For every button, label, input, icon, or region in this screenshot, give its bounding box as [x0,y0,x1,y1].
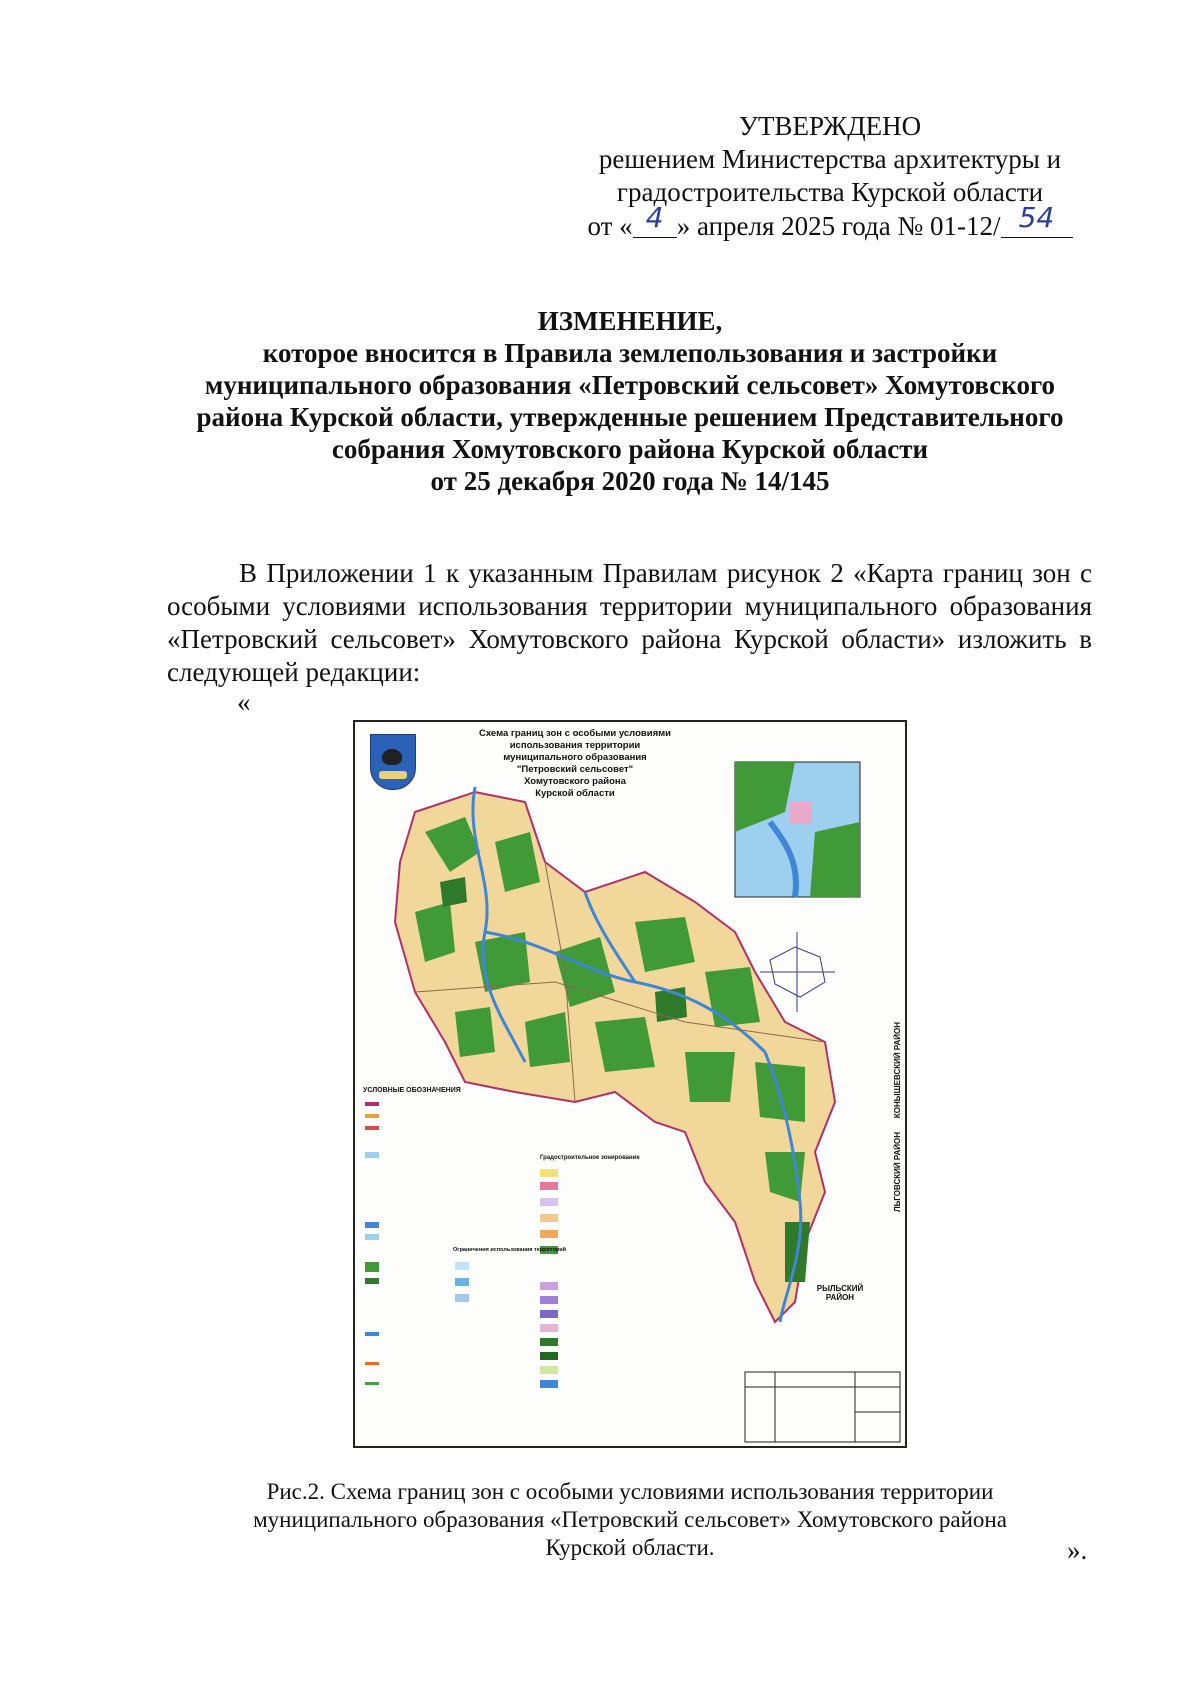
map-title-line: Курской области [535,788,615,799]
zoning-legend-title: Градостроительное зонирование [540,1155,640,1161]
coat-of-arms [370,734,416,790]
corner-label-rylsky: РЫЛЬСКИЙ РАЙОН [816,1284,864,1302]
approval-title: УТВЕРЖДЕНО [738,111,922,141]
heading-line: от 25 декабря 2020 года № 14/145 [430,466,830,496]
map-title-line: муниципального образования [503,752,647,763]
approval-number-handwritten: 54 [1018,201,1055,234]
document-heading [150,305,1110,497]
legend-swatches [365,1102,558,1388]
map-title [450,728,700,800]
approval-number-blank [1001,201,1073,238]
limits-legend-title: Ограничения использования территорий [453,1247,566,1253]
approval-date-prefix: от « [587,211,633,241]
heading-line: ИЗМЕНЕНИЕ, [537,306,723,336]
map-drawing [355,722,905,1446]
approval-line-1: решением Министерства архитектуры и [598,144,1062,174]
heading-line: которое вносится в Правила землепользования и застройки [262,338,998,368]
approval-block [540,110,1120,243]
caption-line: муниципального образования «Петровский сельсовет» Хомутовского района [253,1507,1007,1532]
map-title-line: Хомутовского района [524,776,626,787]
zoning-map-figure [353,720,907,1448]
title-block [745,1372,900,1442]
heading-line: района Курской области, утвержденные решением Представительного [196,402,1064,432]
map-title-line: использования территории [509,740,641,751]
map-title-line: "Петровский сельсовет" [516,764,634,775]
legend-title: УСЛОВНЫЕ ОБОЗНАЧЕНИЯ [363,1087,461,1094]
body-paragraph [167,557,1092,689]
caption-line: Курской области. [545,1535,715,1560]
approval-date-middle: » апреля 2025 года № 01-12/ [676,211,1001,241]
side-label-lgovsky: ЛЬГОВСКИЙ РАЙОН [893,1132,902,1213]
map-title-line: Схема границ зон с особыми условиями [479,728,671,739]
figure-caption [180,1478,1080,1562]
body-paragraph-text: В Приложении 1 к указанным Правилам рисунок 2 «Карта границ зон с особыми условиями использования территории муниципального образования «Петровский сельсовет» Хомутовского района Курской области» изложить в следующей редакции: [167,558,1092,687]
side-label-konyshevsky: КОНЫШЕВСКИЙ РАЙОН [893,1022,902,1119]
approval-day-blank [633,201,677,238]
approval-line-2: градостроительства Курской области [616,177,1044,207]
closing-quote: ». [1067,1535,1088,1565]
caption-line: Рис.2. Схема границ зон с особыми условиями использования территории [266,1479,994,1504]
heading-line: собрания Хомутовского района Курской области [331,434,929,464]
opening-quote: « [237,687,251,717]
approval-date-line [540,201,1120,243]
approval-day-handwritten: 4 [645,201,664,234]
heading-line: муниципального образования «Петровский сельсовет» Хомутовского [204,370,1056,400]
